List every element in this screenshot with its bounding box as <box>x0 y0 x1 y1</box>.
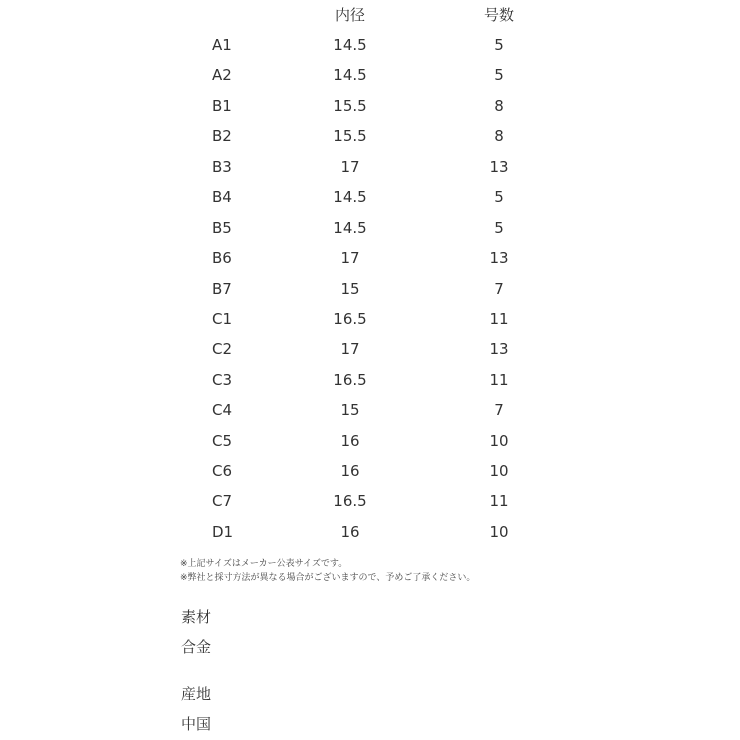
origin-value: 中国 <box>181 715 212 733</box>
row-label: C4 <box>212 401 233 419</box>
row-inner-diameter: 16.5 <box>333 371 367 389</box>
row-ring-size: 13 <box>489 249 509 267</box>
row-ring-size: 11 <box>489 310 509 328</box>
table-row <box>0 182 740 212</box>
row-ring-size: 5 <box>494 36 504 54</box>
row-label: A2 <box>212 66 232 84</box>
row-ring-size: 10 <box>489 523 509 541</box>
header-ring-size: 号数 <box>483 6 514 24</box>
row-inner-diameter: 14.5 <box>333 36 367 54</box>
table-row <box>0 274 740 304</box>
table-row <box>0 30 740 60</box>
row-ring-size: 7 <box>494 401 504 419</box>
row-label: C1 <box>212 310 233 328</box>
row-inner-diameter: 14.5 <box>333 188 367 206</box>
row-label: B1 <box>212 97 232 115</box>
row-ring-size: 5 <box>494 219 504 237</box>
row-inner-diameter: 15.5 <box>333 97 367 115</box>
row-inner-diameter: 14.5 <box>333 219 367 237</box>
table-row <box>0 334 740 364</box>
table-row <box>0 60 740 90</box>
row-inner-diameter: 15 <box>340 401 360 419</box>
row-ring-size: 13 <box>489 340 509 358</box>
material-label: 素材 <box>181 608 212 626</box>
header-inner-diameter: 内径 <box>334 6 365 24</box>
row-label: B4 <box>212 188 232 206</box>
table-row <box>0 517 740 547</box>
note-measurement-difference: ※弊社と採寸方法が異なる場合がございますので、予めご了承ください。 <box>180 573 476 583</box>
row-inner-diameter: 16 <box>340 462 360 480</box>
row-label: C6 <box>212 462 233 480</box>
row-inner-diameter: 15 <box>340 280 360 298</box>
row-inner-diameter: 17 <box>340 158 360 176</box>
table-header-row <box>0 0 740 30</box>
table-row <box>0 456 740 486</box>
row-ring-size: 7 <box>494 280 504 298</box>
row-label: C7 <box>212 492 233 510</box>
row-ring-size: 10 <box>489 462 509 480</box>
row-label: C2 <box>212 340 233 358</box>
table-row <box>0 426 740 456</box>
origin-label: 産地 <box>181 685 212 703</box>
row-label: D1 <box>212 523 234 541</box>
size-notes <box>180 557 475 585</box>
row-inner-diameter: 15.5 <box>333 127 367 145</box>
table-row <box>0 486 740 516</box>
row-inner-diameter: 17 <box>340 249 360 267</box>
table-row <box>0 213 740 243</box>
row-inner-diameter: 16 <box>340 432 360 450</box>
table-row <box>0 121 740 151</box>
row-label: B6 <box>212 249 232 267</box>
row-label: C5 <box>212 432 233 450</box>
row-ring-size: 5 <box>494 188 504 206</box>
row-ring-size: 8 <box>494 127 504 145</box>
row-inner-diameter: 17 <box>340 340 360 358</box>
row-label: A1 <box>212 36 232 54</box>
row-ring-size: 5 <box>494 66 504 84</box>
table-row <box>0 304 740 334</box>
row-label: B5 <box>212 219 232 237</box>
row-label: C3 <box>212 371 233 389</box>
row-ring-size: 10 <box>489 432 509 450</box>
row-ring-size: 11 <box>489 371 509 389</box>
row-ring-size: 8 <box>494 97 504 115</box>
row-label: B7 <box>212 280 232 298</box>
row-inner-diameter: 16.5 <box>333 310 367 328</box>
note-manufacturer-size: ※上記サイズはメーカー公表サイズです。 <box>180 559 348 569</box>
table-row <box>0 91 740 121</box>
row-label: B2 <box>212 127 232 145</box>
table-row <box>0 365 740 395</box>
row-label: B3 <box>212 158 232 176</box>
row-ring-size: 11 <box>489 492 509 510</box>
material-value: 合金 <box>181 638 212 656</box>
row-inner-diameter: 16 <box>340 523 360 541</box>
row-ring-size: 13 <box>489 158 509 176</box>
table-row <box>0 152 740 182</box>
row-inner-diameter: 14.5 <box>333 66 367 84</box>
table-row <box>0 395 740 425</box>
row-inner-diameter: 16.5 <box>333 492 367 510</box>
table-row <box>0 243 740 273</box>
